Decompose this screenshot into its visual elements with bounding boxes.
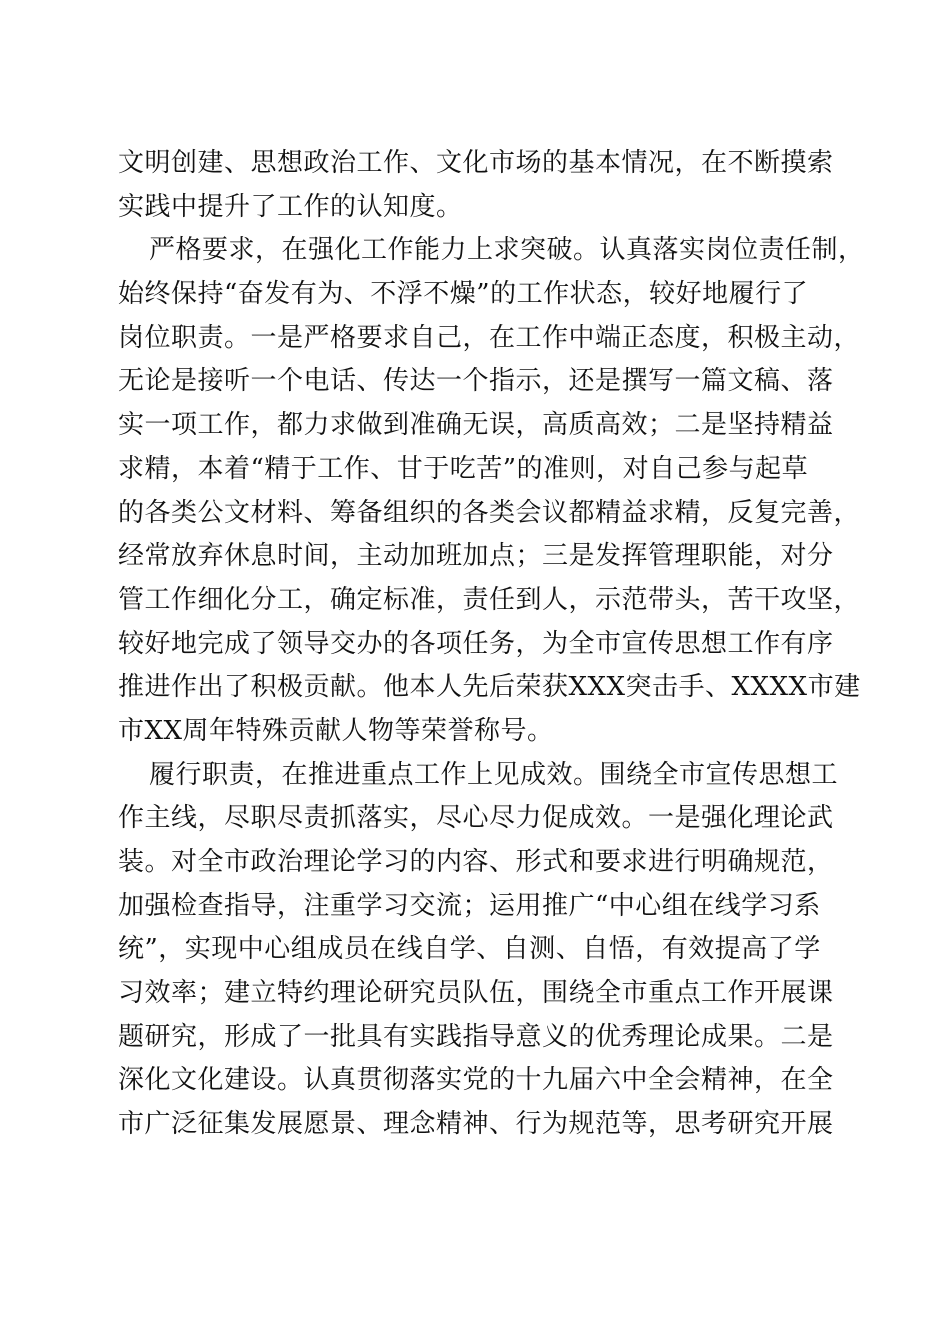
text-line: 习效率；建立特约理论研究员队伍，围绕全市重点工作开展课 — [118, 978, 834, 1009]
text-line: 市广泛征集发展愿景、理念精神、行为规范等，思考研究开展 — [118, 1109, 834, 1140]
text-line: 的各类公文材料、筹备组织的各类会议都精益求精，反复完善， — [118, 497, 861, 528]
text-line: 市XX周年特殊贡献人物等荣誉称号。 — [118, 715, 554, 746]
body-text — [118, 142, 865, 1147]
text-line: 岗位职责。一是严格要求自己，在工作中端正态度，积极主动， — [118, 322, 861, 353]
text-line: 推进作出了积极贡献。他本人先后荣获XXX突击手、XXXX市建 — [118, 672, 861, 703]
text-line: 求精，本着“精于工作、甘于吃苦”的准则，对自己参与起草 — [118, 453, 809, 484]
text-line: 文明创建、思想政治工作、文化市场的基本情况，在不断摸索 — [118, 148, 834, 178]
text-line: 经常放弃休息时间，主动加班加点；三是发挥管理职能，对分 — [118, 541, 834, 572]
text-line: 题研究，形成了一批具有实践指导意义的优秀理论成果。二是 — [118, 1021, 834, 1052]
text-line: 装。对全市政治理论学习的内容、形式和要求进行明确规范， — [118, 847, 834, 877]
paragraph-start-line: 严格要求，在强化工作能力上求突破。认真落实岗位责任制， — [149, 235, 865, 266]
text-line: 始终保持“奋发有为、不浮不燥”的工作状态，较好地履行了 — [118, 279, 809, 310]
text-line: 较好地完成了领导交办的各项任务，为全市宣传思想工作有序 — [118, 628, 834, 659]
text-line: 作主线，尽职尽责抓落实，尽心尽力促成效。一是强化理论武 — [118, 803, 834, 834]
text-line: 管工作细化分工，确定标准，责任到人，示范带头，苦干攻坚， — [118, 584, 861, 615]
text-line: 实一项工作，都力求做到准确无误，高质高效；二是坚持精益 — [118, 410, 834, 441]
paragraph-start-line: 履行职责，在推进重点工作上见成效。围绕全市宣传思想工 — [149, 759, 839, 790]
text-line: 实践中提升了工作的认知度。 — [118, 191, 463, 222]
text-line: 加强检查指导，注重学习交流；运用推广“中心组在线学习系 — [118, 890, 821, 921]
text-line: 无论是接听一个电话、传达一个指示，还是撰写一篇文稿、落 — [118, 366, 834, 397]
text-line: 深化文化建设。认真贯彻落实党的十九届六中全会精神，在全 — [118, 1065, 834, 1096]
text-line: 统”，实现中心组成员在线自学、自测、自悟，有效提高了学 — [118, 934, 821, 965]
